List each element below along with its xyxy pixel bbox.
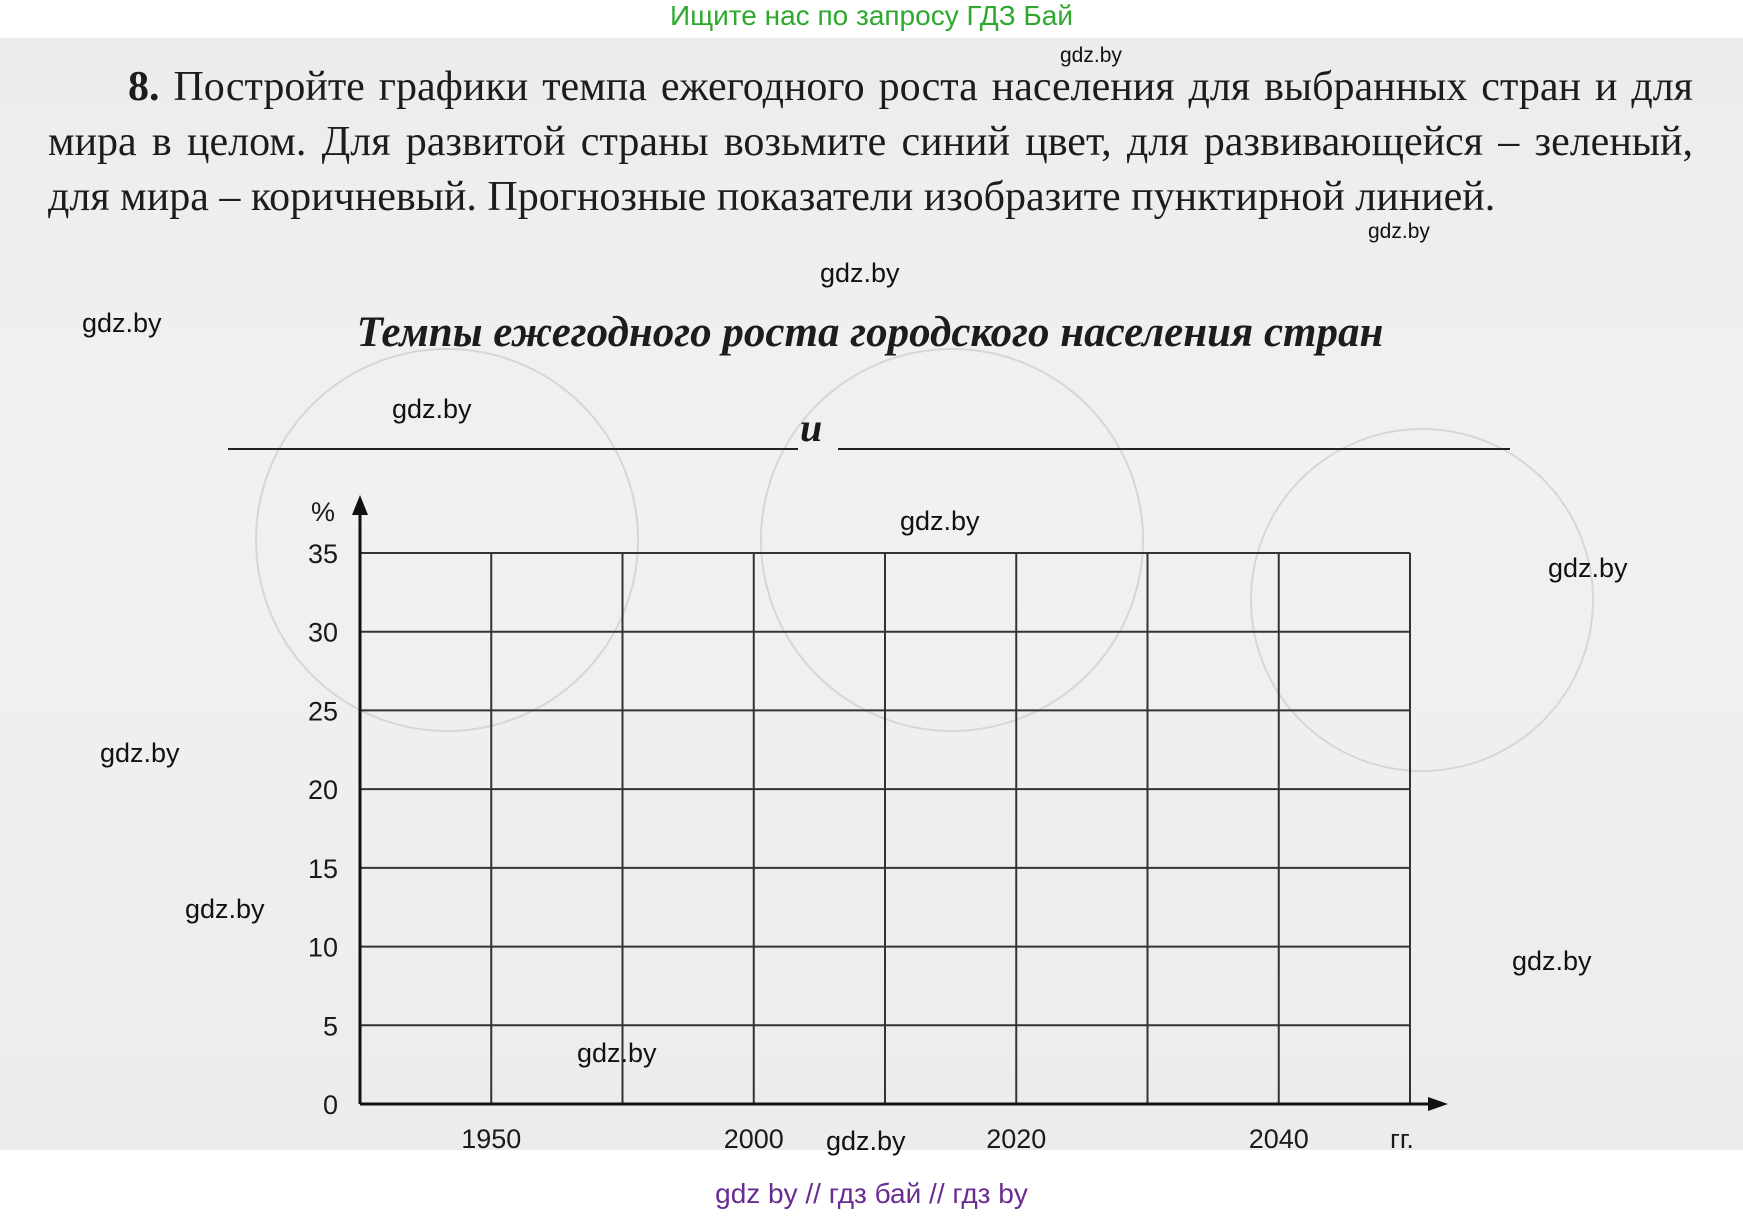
watermark: gdz.by — [577, 1038, 657, 1068]
y-tick-label: 10 — [307, 932, 338, 963]
axes — [352, 495, 1448, 1111]
watermark: gdz.by — [826, 1126, 906, 1156]
chart-title: Темпы ежегодного роста городского населения стран — [356, 309, 1384, 356]
x-tick-label: 1950 — [461, 1124, 522, 1154]
watermark: gdz.by — [185, 894, 265, 924]
y-tick-label: 0 — [322, 1090, 338, 1120]
y-tick-label: 25 — [307, 696, 338, 727]
y-tick-label: 30 — [307, 617, 338, 648]
axis-labels — [308, 497, 1414, 1154]
y-axis-label: % — [310, 497, 335, 527]
x-axis-label: гг. — [1390, 1124, 1414, 1154]
watermark: gdz.by — [1548, 553, 1628, 583]
grid-lines — [360, 553, 1410, 1104]
title-conjunction: и — [800, 405, 823, 450]
task-number: 8. — [128, 64, 160, 110]
x-axis-arrow — [1428, 1097, 1448, 1111]
bottom-banner: gdz by // гдз бай // гдз by — [715, 1178, 1028, 1209]
watermark: gdz.by — [1512, 946, 1592, 976]
watermark: gdz.by — [820, 258, 900, 288]
watermark: gdz.by — [392, 394, 472, 424]
y-tick-label: 35 — [307, 539, 338, 569]
x-tick-label: 2040 — [1248, 1124, 1309, 1154]
watermark: gdz.by — [1368, 220, 1430, 243]
y-tick-label: 5 — [322, 1011, 338, 1042]
x-tick-label: 2000 — [723, 1124, 784, 1154]
watermark: gdz.by — [100, 738, 180, 768]
task-text: Постройте графики темпа ежегодного роста населения для выбранных стран и для мира в целом. Для развитой страны возьмите синий цвет, для развивающейся – зеленый, для мира – коричневый. Прогнозные показатели изобразите пунктирной линией. — [48, 64, 1693, 220]
x-tick-label: 2020 — [986, 1124, 1047, 1154]
top-banner: Ищите нас по запросу ГДЗ Бай — [669, 0, 1074, 31]
y-tick-label: 15 — [307, 853, 338, 884]
y-axis-arrow — [352, 495, 368, 515]
watermark: gdz.by — [1060, 44, 1122, 67]
watermark: gdz.by — [900, 506, 980, 536]
watermark: gdz.by — [82, 308, 162, 338]
y-tick-label: 20 — [307, 775, 338, 806]
